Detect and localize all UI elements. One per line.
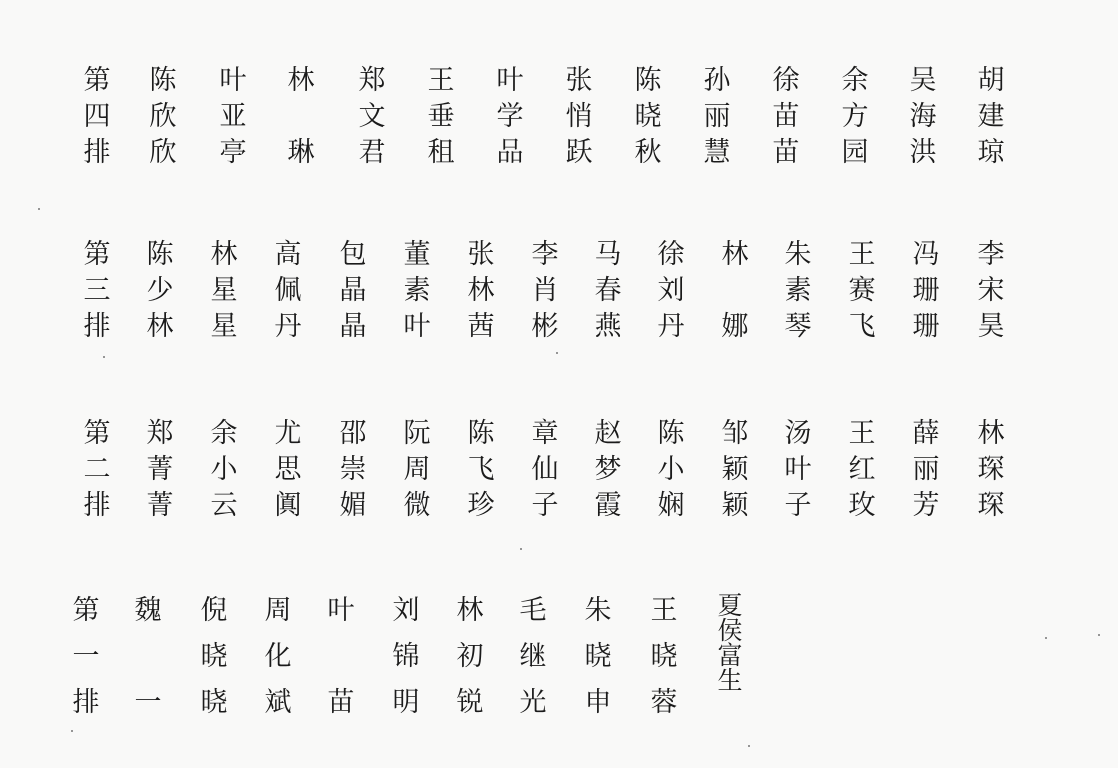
name-char: 微: [403, 490, 431, 521]
name-column: [352, 63, 392, 171]
name-column: [268, 416, 308, 524]
name-column: [715, 237, 755, 345]
name-char: 邹: [721, 418, 749, 449]
name-column: [525, 237, 565, 345]
name-char: 继: [519, 641, 547, 672]
row-label: [77, 63, 117, 171]
name-char: 梦: [594, 454, 622, 485]
name-column: [204, 237, 244, 345]
name-char: 刘: [657, 275, 685, 306]
label-char: 第: [83, 65, 111, 96]
name-column: [143, 63, 183, 171]
name-char: 魏: [134, 595, 162, 626]
name-column: [525, 416, 565, 524]
name-char: 肖: [531, 275, 559, 306]
name-column: [213, 63, 253, 171]
row-label: [77, 416, 117, 524]
name-column: [490, 63, 530, 171]
name-column: [906, 237, 946, 345]
name-char: 晓: [650, 641, 678, 672]
name-char: 欣: [149, 101, 177, 132]
name-char: 方: [841, 101, 869, 132]
name-char: 晶: [339, 311, 367, 342]
name-column: [697, 63, 737, 171]
name-char: 素: [403, 275, 431, 306]
name-char: 林: [210, 239, 238, 270]
name-column: [421, 63, 461, 171]
name-column: [588, 416, 628, 524]
name-char: 跃: [565, 137, 593, 168]
name-char: 洪: [909, 137, 937, 168]
name-char: 郑: [358, 65, 386, 96]
name-char: 学: [496, 101, 524, 132]
name-char: 媚: [339, 490, 367, 521]
name-char: 毛: [519, 595, 547, 626]
name-char: 富: [717, 641, 743, 670]
name-char: 崇: [339, 454, 367, 485]
name-char: 菁: [146, 490, 174, 521]
label-char: 第: [72, 595, 100, 626]
name-char: 生: [717, 666, 743, 695]
name-char: 珊: [912, 311, 940, 342]
name-column: [513, 593, 553, 721]
name-char: 佩: [274, 275, 302, 306]
name-char: 品: [496, 137, 524, 168]
name-char: 林: [721, 239, 749, 270]
name-char: 朱: [784, 239, 812, 270]
scan-speck: [520, 548, 522, 550]
name-char: 林: [146, 311, 174, 342]
name-char: 秋: [634, 137, 662, 168]
name-column: [971, 237, 1011, 345]
name-char: 君: [358, 137, 386, 168]
name-column: [651, 237, 691, 345]
name-column: [578, 593, 618, 721]
name-char: 侯: [717, 616, 743, 645]
name-char: 申: [584, 687, 612, 718]
name-char: 王: [650, 595, 678, 626]
scan-speck: [38, 208, 40, 210]
label-char: 一: [72, 641, 100, 672]
name-char: 李: [531, 239, 559, 270]
name-char: 晶: [339, 275, 367, 306]
name-char: 琳: [287, 137, 315, 168]
name-char: 春: [594, 275, 622, 306]
name-char: 余: [210, 418, 238, 449]
name-char: 林: [467, 275, 495, 306]
name-char: 丽: [703, 101, 731, 132]
name-char: 苗: [327, 687, 355, 718]
name-char: 陈: [634, 65, 662, 96]
scan-speck: [71, 730, 73, 732]
name-char: 徐: [772, 65, 800, 96]
name-char: 琴: [784, 311, 812, 342]
row-label: [77, 237, 117, 345]
name-char: 丹: [274, 311, 302, 342]
name-column: [386, 593, 426, 721]
name-char: 周: [403, 454, 431, 485]
name-char: 丹: [657, 311, 685, 342]
name-char: 建: [977, 101, 1005, 132]
name-char: 光: [519, 687, 547, 718]
name-column: [397, 416, 437, 524]
name-char: 少: [146, 275, 174, 306]
name-char: 芳: [912, 490, 940, 521]
name-char: 霞: [594, 490, 622, 521]
name-column: [715, 416, 755, 524]
name-char: 汤: [784, 418, 812, 449]
name-column: [778, 416, 818, 524]
name-char: 阗: [274, 490, 302, 521]
name-char: 陈: [149, 65, 177, 96]
name-char: 娜: [721, 311, 749, 342]
name-char: 邵: [339, 418, 367, 449]
name-column: [588, 237, 628, 345]
name-char: 胡: [977, 65, 1005, 96]
name-char: 叶: [496, 65, 524, 96]
name-char: 孙: [703, 65, 731, 96]
name-char: 彬: [531, 311, 559, 342]
name-column: [268, 237, 308, 345]
name-column: [842, 416, 882, 524]
label-char: 四: [83, 101, 111, 132]
name-column: [778, 237, 818, 345]
name-char: 林: [287, 65, 315, 96]
name-char: 星: [210, 311, 238, 342]
name-column: [194, 593, 234, 721]
name-column: [971, 63, 1011, 171]
name-char: 尤: [274, 418, 302, 449]
name-char: 文: [358, 101, 386, 132]
label-char: 排: [72, 687, 100, 718]
name-column: [971, 416, 1011, 524]
name-char: 蓉: [650, 687, 678, 718]
name-char: 周: [264, 595, 292, 626]
name-char: 徐: [657, 239, 685, 270]
name-char: 小: [210, 454, 238, 485]
name-char: 叶: [784, 454, 812, 485]
name-char: 海: [909, 101, 937, 132]
name-char: 飞: [848, 311, 876, 342]
name-char: 锐: [456, 687, 484, 718]
name-column: [333, 237, 373, 345]
name-char: 珊: [912, 275, 940, 306]
name-char: 化: [264, 641, 292, 672]
name-char: 茜: [467, 311, 495, 342]
name-char: 张: [565, 65, 593, 96]
name-char: 薛: [912, 418, 940, 449]
name-char: 张: [467, 239, 495, 270]
name-char: 苗: [772, 101, 800, 132]
name-char: 子: [784, 490, 812, 521]
name-char: 飞: [467, 454, 495, 485]
name-char: 园: [841, 137, 869, 168]
name-column: [140, 237, 180, 345]
name-column: [628, 63, 668, 171]
name-char: 思: [274, 454, 302, 485]
name-char: 林: [977, 418, 1005, 449]
name-char: 董: [403, 239, 431, 270]
name-column: [903, 63, 943, 171]
name-char: 陈: [467, 418, 495, 449]
scan-speck: [748, 745, 750, 747]
name-char: 冯: [912, 239, 940, 270]
name-char: 叶: [219, 65, 247, 96]
name-char: 昊: [977, 311, 1005, 342]
name-char: 欣: [149, 137, 177, 168]
name-char: 王: [848, 418, 876, 449]
name-column: [644, 593, 684, 721]
label-char: 排: [83, 137, 111, 168]
name-char: 苗: [772, 137, 800, 168]
name-char: 夏: [717, 591, 743, 620]
name-char: 晓: [200, 641, 228, 672]
name-char: 亭: [219, 137, 247, 168]
name-char: 悄: [565, 101, 593, 132]
name-char: 燕: [594, 311, 622, 342]
name-char: 珍: [467, 490, 495, 521]
name-column: [766, 63, 806, 171]
name-char: 琛: [977, 490, 1005, 521]
scan-speck: [103, 356, 105, 358]
name-column: [140, 416, 180, 524]
name-char: 朱: [584, 595, 612, 626]
name-column: [559, 63, 599, 171]
name-column: [842, 237, 882, 345]
name-char: 余: [841, 65, 869, 96]
name-char: 慧: [703, 137, 731, 168]
name-char: 李: [977, 239, 1005, 270]
name-char: 马: [594, 239, 622, 270]
name-char: 颖: [721, 490, 749, 521]
row-label: [66, 593, 106, 721]
label-char: 排: [83, 490, 111, 521]
name-char: 赛: [848, 275, 876, 306]
name-column: [258, 593, 298, 721]
scan-speck: [1045, 637, 1047, 639]
name-char: 晓: [584, 641, 612, 672]
name-char: 初: [456, 641, 484, 672]
name-char: 倪: [200, 595, 228, 626]
name-column: [281, 63, 321, 171]
name-column: [651, 416, 691, 524]
name-char: 租: [427, 137, 455, 168]
name-char: 叶: [403, 311, 431, 342]
name-char: 娴: [657, 490, 685, 521]
name-column: [461, 237, 501, 345]
name-char: 亚: [219, 101, 247, 132]
name-char: 一: [134, 687, 162, 718]
name-char: 琼: [977, 137, 1005, 168]
name-char: 玫: [848, 490, 876, 521]
name-char: 颖: [721, 454, 749, 485]
name-char: 阮: [403, 418, 431, 449]
name-char: 陈: [146, 239, 174, 270]
label-char: 排: [83, 311, 111, 342]
label-char: 第: [83, 418, 111, 449]
name-column: [835, 63, 875, 171]
name-char: 斌: [264, 687, 292, 718]
name-char: 陈: [657, 418, 685, 449]
name-char: 郑: [146, 418, 174, 449]
name-char: 云: [210, 490, 238, 521]
name-char: 晓: [634, 101, 662, 132]
label-char: 第: [83, 239, 111, 270]
name-column-compound-surname: [710, 593, 750, 693]
name-column: [333, 416, 373, 524]
name-column: [397, 237, 437, 345]
name-column: [461, 416, 501, 524]
name-char: 小: [657, 454, 685, 485]
name-char: 刘: [392, 595, 420, 626]
name-char: 丽: [912, 454, 940, 485]
name-char: 垂: [427, 101, 455, 132]
name-char: 星: [210, 275, 238, 306]
name-char: 宋: [977, 275, 1005, 306]
name-column: [906, 416, 946, 524]
label-char: 二: [83, 454, 111, 485]
name-char: 赵: [594, 418, 622, 449]
name-column: [128, 593, 168, 721]
name-char: 吴: [909, 65, 937, 96]
name-char: 子: [531, 490, 559, 521]
name-column: [450, 593, 490, 721]
name-column: [321, 593, 361, 721]
name-char: 素: [784, 275, 812, 306]
name-char: 高: [274, 239, 302, 270]
name-char: 仙: [531, 454, 559, 485]
name-char: 琛: [977, 454, 1005, 485]
scan-speck: [556, 352, 558, 354]
name-char: 叶: [327, 595, 355, 626]
scan-speck: [1098, 634, 1100, 636]
name-char: 章: [531, 418, 559, 449]
name-char: 菁: [146, 454, 174, 485]
name-char: 林: [456, 595, 484, 626]
name-char: 晓: [200, 687, 228, 718]
name-char: 王: [848, 239, 876, 270]
name-char: 王: [427, 65, 455, 96]
name-char: 红: [848, 454, 876, 485]
label-char: 三: [83, 275, 111, 306]
name-column: [204, 416, 244, 524]
name-char: 锦: [392, 641, 420, 672]
name-char: 明: [392, 687, 420, 718]
name-char: 包: [339, 239, 367, 270]
